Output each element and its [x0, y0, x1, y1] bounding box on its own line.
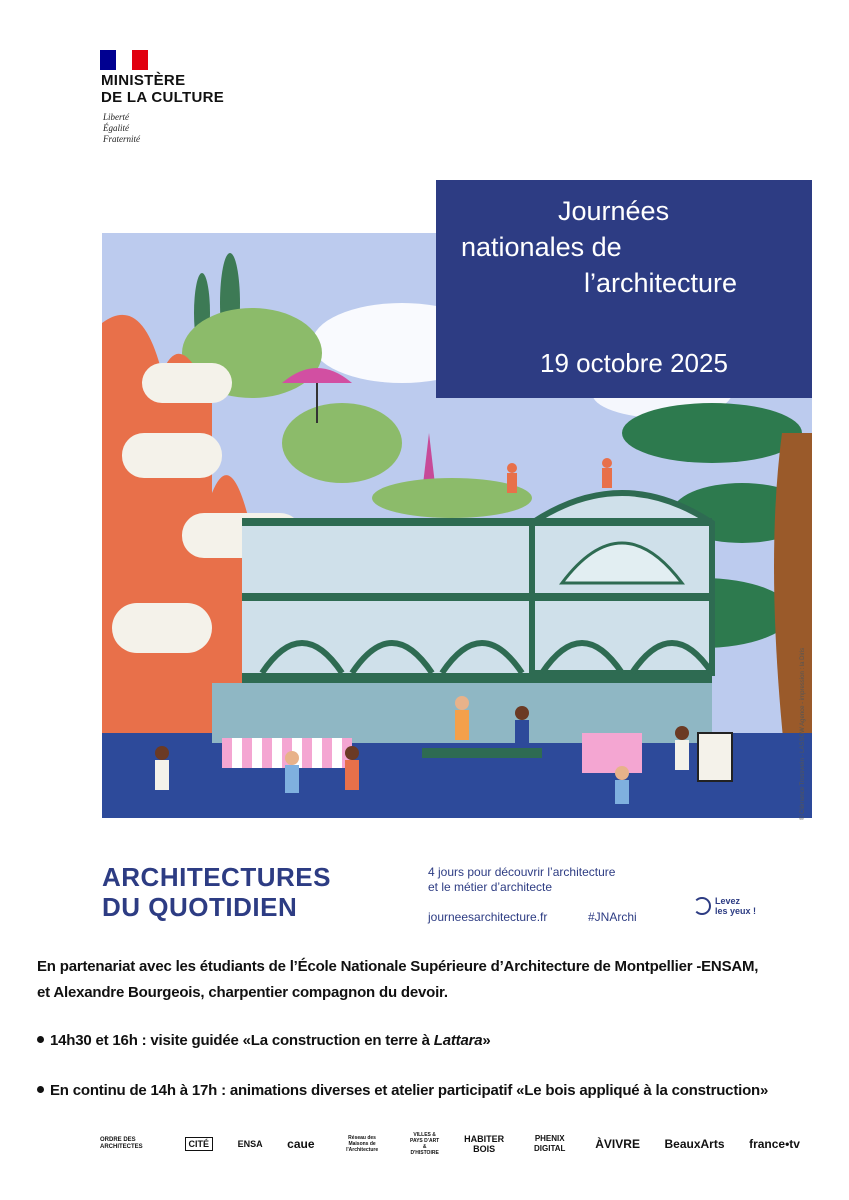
website-link[interactable]: journeesarchitecture.fr [428, 910, 548, 924]
partner-logo-avivre: ÀVIVRE [595, 1137, 640, 1151]
event-date: 19 octobre 2025 [540, 348, 728, 378]
eye-ring-icon [693, 897, 711, 915]
schedule-item-workshop [37, 1082, 768, 1099]
ministry-name [101, 72, 224, 106]
partner-logo-cite: CITÉ [185, 1137, 214, 1151]
lattara-name: Lattara [433, 1032, 483, 1049]
badge-line2: les yeux ! [715, 906, 757, 916]
levez-les-yeux-badge [693, 896, 756, 916]
tagline [428, 865, 615, 895]
event-title-box [436, 180, 812, 398]
schedule-item-guided-tour [37, 1032, 491, 1049]
partner-logo-habiter-bois: HABITER BOIS [464, 1134, 505, 1154]
partner-logos [100, 1124, 800, 1164]
theme-title [102, 862, 331, 922]
republic-motto [103, 112, 140, 145]
bullet-icon [37, 1036, 44, 1043]
ministry-name-line2: DE LA CULTURE [101, 89, 225, 106]
partner-logo-beauxarts: BeauxArts [664, 1137, 725, 1151]
partner-logo-france-tv: france•tv [749, 1137, 800, 1151]
tagline-line2: et le métier d’architecte [428, 880, 553, 894]
bullet-icon [37, 1086, 44, 1093]
partnership-line2: et Alexandre Bourgeois, charpentier compagnon du devoir. [37, 984, 448, 1001]
ministry-name-line1: MINISTÈRE [101, 72, 186, 89]
partner-logo-ordre-architectes: ORDRE DES ARCHITECTES [100, 1137, 143, 1150]
guided-tour-close-quote: » [482, 1032, 491, 1049]
partner-logo-maisons-architecture: Réseau des Maisons de l'Architecture [346, 1135, 379, 1153]
motto-liberte: Liberté [103, 112, 129, 122]
workshop-text: En continu de 14h à 17h : animations diverses et atelier participatif «Le bois appliqué à la construction» [50, 1082, 769, 1099]
partner-logo-caue: caue [287, 1137, 315, 1151]
partner-logo-villes-pays-art-histoire: VILLES & PAYS D'ART & D'HISTOIRE [409, 1132, 440, 1156]
event-title-line3: l’architecture [584, 268, 738, 298]
event-title-line1: Journées [558, 196, 670, 226]
theme-title-line2: DU QUOTIDIEN [102, 892, 298, 922]
badge-line1: Levez [715, 896, 741, 906]
guided-tour-text: 14h30 et 16h : visite guidée «La construction en terre à [50, 1032, 434, 1049]
partner-logo-ensa: ENSA [237, 1139, 263, 1149]
event-title-line2: nationales de [461, 232, 622, 262]
motto-fraternite: Fraternité [103, 134, 140, 144]
hashtag: #JNArchi [588, 910, 637, 924]
motto-egalite: Égalité [103, 123, 129, 133]
tagline-line1: 4 jours pour découvrir l’architecture [428, 865, 616, 879]
theme-title-line1: ARCHITECTURES [102, 862, 331, 892]
partner-logo-phenix-digital: PHENIX DIGITAL [534, 1134, 566, 1153]
illustration-credit: © Clémence Trosswein - LASSOW Agence - impression : la Diris [800, 647, 806, 820]
partnership-line1: En partenariat avec les étudiants de l’École Nationale Supérieure d’Architecture de Montpellier -ENSAM, [37, 958, 759, 975]
marianne-flag-icon [100, 50, 148, 70]
